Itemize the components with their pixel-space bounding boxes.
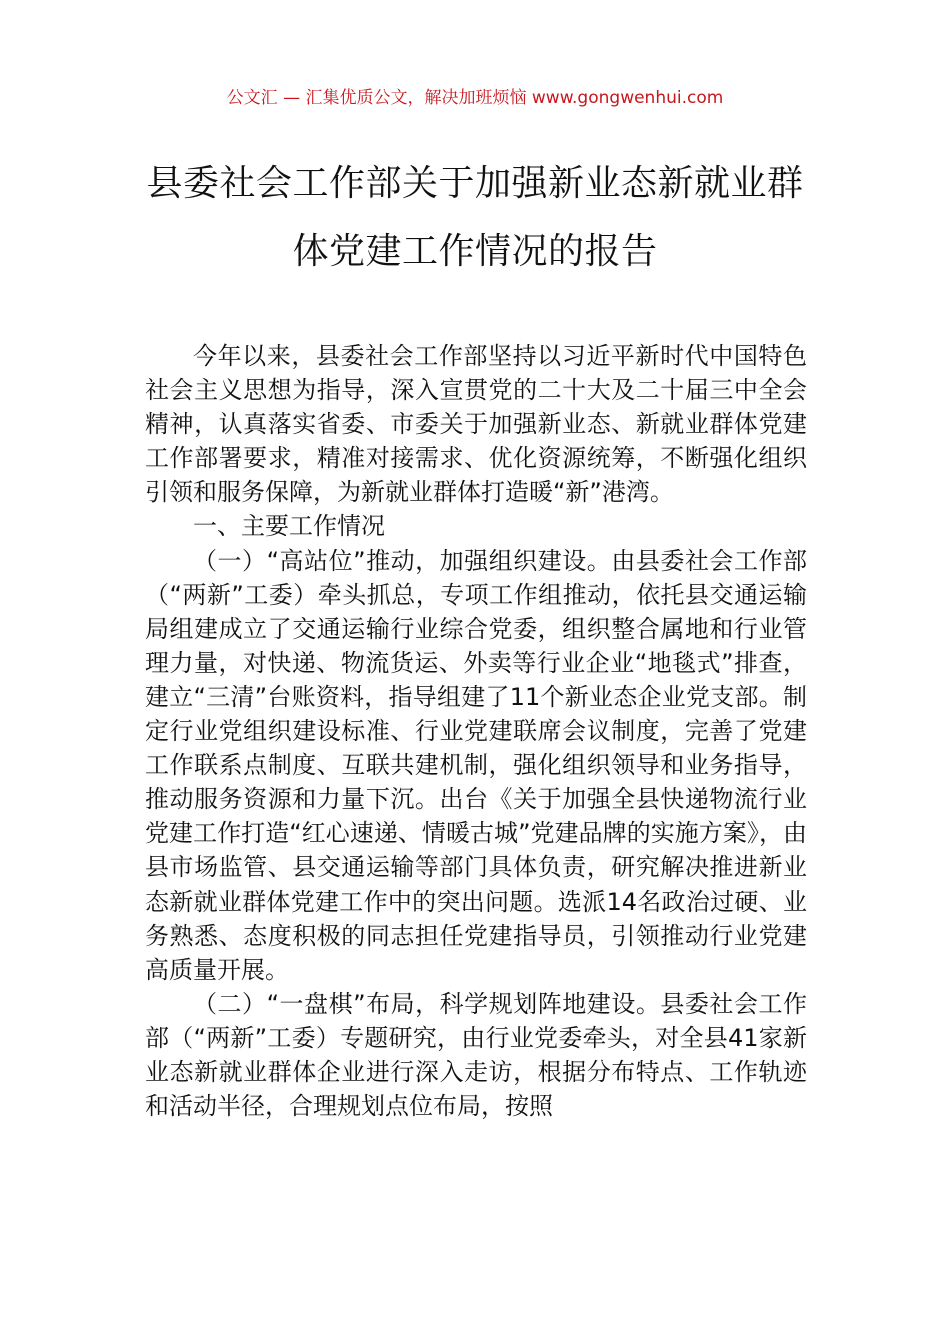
body-paragraph: （一）“高站位”推动，加强组织建设。由县委社会工作部（“两新”工委）牵头抓总，专项工作组推动，依托县交通运输局组建成立了交通运输行业综合党委，组织整合属地和行业管理力量，对快递、物流货运、外卖等行业企业“地毯式”排查，建立“三清”台账资料，指导组建了11个新业态企业党支部。制定行业党组织建设标准、行业党建联席会议制度，完善了党建工作联系点制度、互联共建机制，强化组织领导和业务指导，推动服务资源和力量下沉。出台《关于加强全县快递物流行业党建工作打造“红心速递、情暖古城”党建品牌的实施方案》，由县市场监管、县交通运输等部门具体负责，研究解决推进新业态新就业群体党建工作中的突出问题。选派14名政治过硬、业务熟悉、态度积极的同志担任党建指导员，引领推动行业党建高质量开展。 (145, 546, 807, 984)
document-body (145, 339, 807, 1123)
section-heading: 一、主要工作情况 (193, 512, 385, 541)
body-paragraph: （二）“一盘棋”布局，科学规划阵地建设。县委社会工作部（“两新”工委）专题研究，由行业党委牵头，对全县41家新业态新就业群体企业进行深入走访，根据分布特点、工作轨迹和活动半径，合理规划点位布局，按照 (145, 989, 807, 1121)
title-line-1: 县委社会工作部关于加强新业态新就业群 (146, 163, 804, 204)
title-line-2: 体党建工作情况的报告 (292, 231, 658, 272)
intro-paragraph: 今年以来，县委社会工作部坚持以习近平新时代中国特色社会主义思想为指导，深入宣贯党的二十大及二十届三中全会精神，认真落实省委、市委关于加强新业态、新就业群体党建工作部署要求，精准对接需求、优化资源统筹，不断强化组织引领和服务保障，为新就业群体打造暖“新”港湾。 (145, 342, 807, 507)
document-title (130, 150, 820, 286)
header-banner: 公文汇 — 汇集优质公文，解决加班烦恼 www.gongwenhui.com (226, 88, 724, 108)
